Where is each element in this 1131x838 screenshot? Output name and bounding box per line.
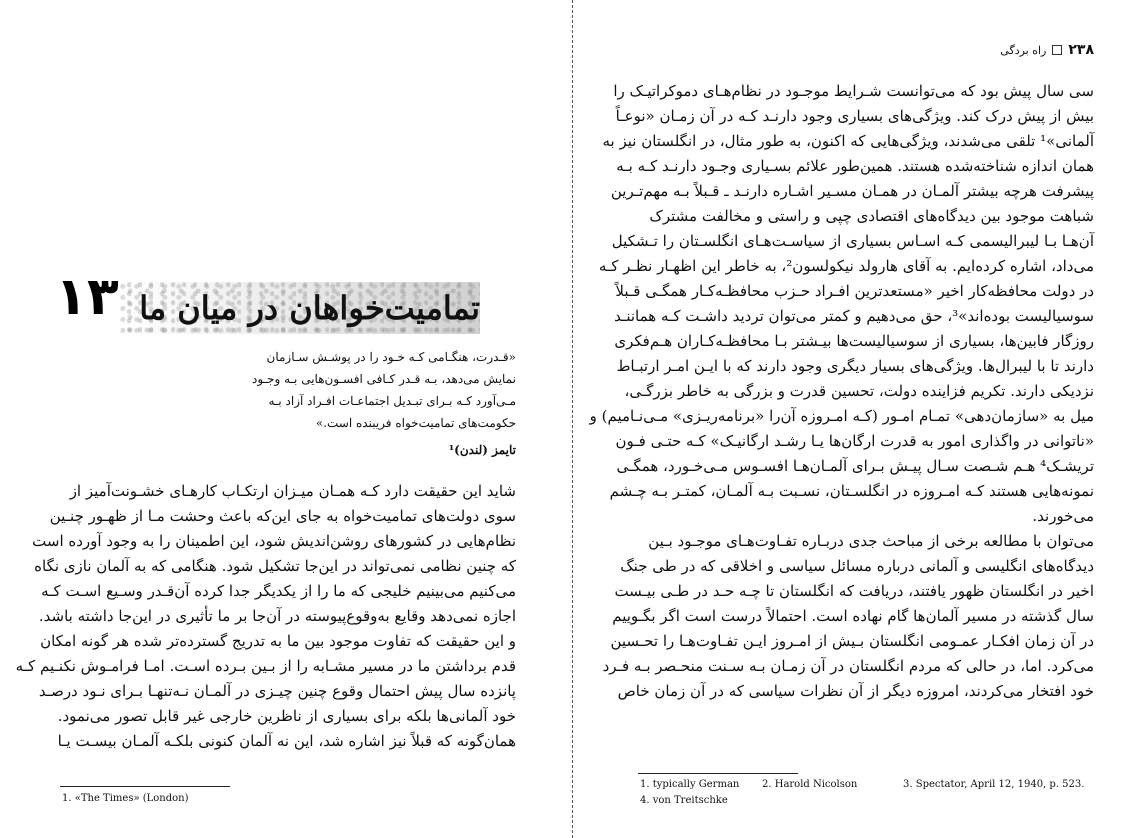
- chapter-title: تمامیت‌خواهان در میان ما: [120, 282, 480, 334]
- epigraph-line: نمایش می‌دهد، بـه قـدر کـافی افسـون‌هایی بـه وجـود: [252, 372, 516, 386]
- body-line: می‌توان با مطالعه برخی از مباحث جدی دربـاره تفـاوت‌هـای موجـود بـین: [648, 532, 1094, 550]
- body-line: همان‌گونه که قبلاً نیز اشاره شد، این نه آلمان کنونی بلکـه آلمـان بیسـت یـا: [57, 732, 516, 750]
- footnote-3: 3. Spectator, April 12, 1940, p. 523.: [903, 779, 1085, 790]
- body-line: و این حقیقت که تفاوت موجود بین ما به تدریج گسترده‌تر شده هر گونه امکان: [40, 632, 516, 650]
- body-line: تریشـک⁴ هـم شـصت سـال پیـش بـرای آلمـان‌هـا افسـوس مـی‌خـورد، همگـی: [616, 457, 1094, 475]
- body-line: می‌کرد. اما، در حالی که مردم انگلستان در آن زمـان بـه سـنت منحـصر بـه فـرد: [602, 657, 1094, 675]
- square-outline-icon: [1052, 45, 1062, 55]
- running-title: راه بردگی: [1000, 43, 1047, 57]
- body-line: می‌داد، اشاره کرده‌ایم. به آقای هارولد نیکولسون²، به خاطر این اظهـار نظـر کـه: [598, 257, 1094, 275]
- footnote-rule: [638, 773, 798, 774]
- body-line: سوسیالیست بوده‌اند»³، حق می‌دهیم و کمتر می‌توان تردید داشـت کـه هماننـد: [614, 307, 1094, 325]
- body-line: دارند تا با لیبرال‌ها. ویژگی‌های بسیار دیگری وجود دارند که با ایـن امـر ارتبـاط: [616, 357, 1094, 375]
- body-line: خود آلمانی‌ها بلکه برای بسیاری از ناظرین خارجی غیر قابل تصور می‌نمود.: [57, 707, 516, 725]
- footnote-2: 2. Harold Nicolson: [762, 779, 858, 790]
- page-number: ۲۳۸: [1068, 42, 1094, 58]
- body-line: می‌کنیم می‌بینیم خلیجی که ما را از یکدیگر جدا کرده آن‌قـدر وسـیع اسـت کـه: [41, 582, 516, 600]
- footnote: 1. «The Times» (London): [62, 793, 189, 804]
- body-line: پیشرفت هرچه بیشتر آلمـان در همـان مسـیر اشـاره دارنـد ـ قـبلاً بـه مهم‌تـرین: [610, 182, 1094, 200]
- page-fold-divider: [572, 0, 573, 838]
- footnote-1: 1. typically German: [640, 779, 740, 790]
- epigraph-line: «قـدرت، هنگـامی کـه خـود را در پوشـش سـازمان: [266, 350, 516, 364]
- footnote-rule: [60, 786, 230, 787]
- body-line: نظام‌هایی در کشورهای روشن‌اندیش شود، این اطمینان را به وجود آورده است: [32, 532, 516, 550]
- body-line: اخیر در انگلستان ظهور یافتند، دریافت که انگلستان تا چـه حـد در طـی بیـست: [614, 582, 1094, 600]
- epigraph-source: تایمز (لندن)¹: [448, 443, 516, 457]
- body-line: میل به «سازمان‌دهی» تمـام امـور (کـه امـروزه آن‌را «برنامه‌ریـزی» مـی‌نـامیم) و: [589, 407, 1094, 425]
- body-line: که چنین نظامی نمی‌تواند در این‌جا تشکیل شود. هنگامی که به آلمان نازی نگاه: [34, 557, 516, 575]
- body-line: نمونه‌هایی هستند کـه امـروزه در انگلسـتان، نسـبت بـه آلمـان، کمتـر بـه چـشم: [609, 482, 1094, 500]
- body-line: آن‌هـا بـا لیبرالیسمی کـه اسـاس بسیاری از سیاسـت‌هـای انگلسـتان را تـشکیل: [611, 232, 1094, 250]
- body-line: می‌خورند.: [1032, 507, 1094, 525]
- chapter-number: ۱۳: [55, 267, 119, 327]
- body-line: اجازه نمی‌دهد وقایع به‌وقوع‌پیوسته در آن‌جا بر ما تأثیری در این‌جا داشته باشد.: [38, 607, 516, 625]
- body-line: «ناتوانی در واگذاری امور به قدرت ارگان‌ها یـا رشـد ارگانیـک» کـه حتـی فـون: [615, 432, 1094, 450]
- body-line: در آن زمان افکـار عمـومی انگلستان بـیش از امـروز ایـن تفـاوت‌هـا را تحـسین: [610, 632, 1094, 650]
- epigraph-line: مـی‌آورد کـه بـرای تبـدیل اجتماعـات افـراد آزاد بـه: [268, 394, 516, 408]
- body-line: دیدگاه‌های انگلیسی و آلمانی درباره مسائل سیاسی و اخلاقی که در طی جنگ: [620, 557, 1094, 575]
- body-line: خود افتخار می‌کردند، امروزه دیگر از آن نظرات سیاسی که در آن زمان خاص: [617, 682, 1094, 700]
- running-head: [984, 40, 1094, 60]
- body-line: سال گذشته در مسیر آلمان‌ها گام نهاده است. احتمالاً درست است اگر بگـوییم: [612, 607, 1094, 625]
- epigraph-line: حکومت‌های تمامیت‌خواه فریبنده است.»: [315, 416, 516, 430]
- body-line: قدم برداشتن ما در مسیر مشـابه را از بـین بـرده اسـت. امـا فرامـوش نکنـیم کـه: [15, 657, 516, 675]
- body-line: آلمانی»¹ تلقی می‌شدند، ویژگی‌هایی که اکنون، به طور مثال، در انگلستان نیز به: [602, 132, 1094, 150]
- body-line: سی سال پیش بود که می‌توانست شـرایط موجـود در نظام‌هـای دموکراتیـک را: [613, 82, 1094, 100]
- body-line: پانزده سال پیش احتمال وقوع چنین چیـزی در آلمـان نـه‌تنهـا بـرای نـود درصـد: [38, 682, 516, 700]
- body-line: همان اندازه شناخته‌شده هستند. همین‌طور علائم بسـیاری وجـود دارنـد کـه بـه: [616, 157, 1094, 175]
- footnote-4: 4. von Treitschke: [640, 795, 728, 806]
- body-line: روزگار فابین‌ها، بسیاری از سوسیالیست‌ها بیـشتر بـا محافظـه‌کـاران هـم‌فکری: [614, 332, 1094, 350]
- body-line: بیش از پیش درک کند. ویژگی‌های بسیاری وجود دارنـد کـه در آن زمـان «نوعـاً: [615, 107, 1094, 125]
- body-line: شاید این حقیقت دارد کـه همـان میـزان ارتکـاب کارهـای خشـونت‌آمیز از: [69, 482, 516, 500]
- body-line: شباهت موجود بین دیدگاه‌های اقتصادی چپی و راستی و مخالفت مشترک: [649, 207, 1094, 225]
- body-line: نزدیکی دارند. تکریم فزاینده دولت، تحسین قدرت و بزرگی به خاطر بزرگـی،: [624, 382, 1094, 400]
- body-line: در دولت محافظه‌کار اخیر «مستعدترین افـراد حـزب محافظـه‌کـار همگـی قـبلاً: [615, 282, 1094, 300]
- body-line: سوی دولت‌های تمامیت‌خواه به جای این‌که باعث وحشت مـا از ظهـور چنـین: [49, 507, 516, 525]
